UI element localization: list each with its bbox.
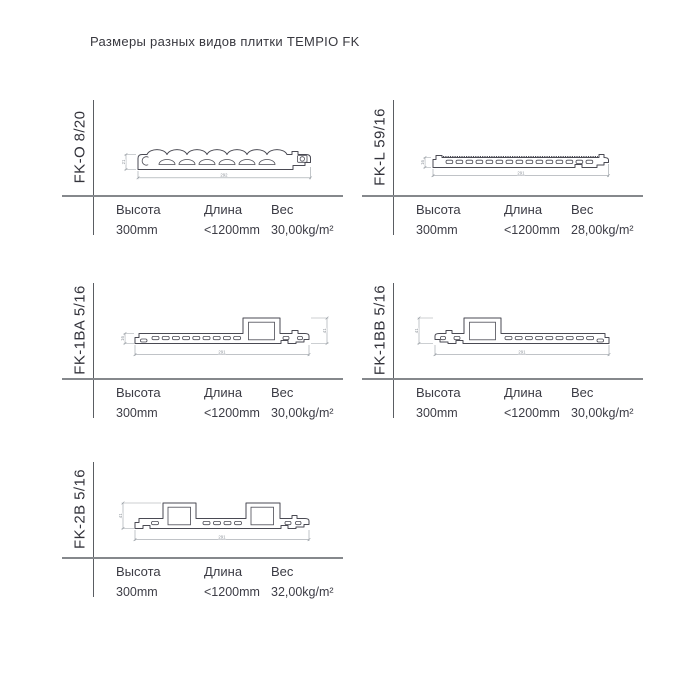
col-header-length: Длина: [204, 564, 243, 579]
col-header-height: Высота: [116, 564, 161, 579]
width-dim-label: 291: [218, 349, 226, 355]
thickness-dim-label: 21: [121, 159, 126, 165]
col-header-length: Длина: [204, 385, 243, 400]
thickness-dim-label: 41: [414, 328, 420, 334]
value-height: 300mm: [116, 223, 158, 237]
section-label: FK-1BB 5/16: [371, 284, 389, 376]
section-fk-o-8-20: [60, 95, 345, 245]
base-dim-label: 16: [120, 336, 125, 341]
col-header-length: Длина: [204, 202, 243, 217]
value-weight: 32,00kg/m²: [271, 585, 334, 599]
section-fk-1bb-5-16: [360, 278, 645, 428]
value-weight: 30,00kg/m²: [271, 223, 334, 237]
value-weight: 30,00kg/m²: [271, 406, 334, 420]
value-length: <1200mm: [504, 406, 560, 420]
section-divider: [62, 195, 343, 197]
profile-drawing-wave-icon: [95, 95, 345, 195]
width-dim-label: 291: [518, 349, 526, 355]
value-weight: 28,00kg/m²: [571, 223, 634, 237]
value-length: <1200mm: [204, 223, 260, 237]
profile-drawing-box-left-icon: [395, 278, 645, 378]
value-height: 300mm: [116, 406, 158, 420]
value-length: <1200mm: [204, 585, 260, 599]
thickness-dim-label: 41: [322, 328, 328, 334]
section-divider: [62, 557, 343, 559]
section-divider: [62, 378, 343, 380]
profile-drawing-two-boxes-icon: [95, 457, 345, 557]
col-header-length: Длина: [504, 385, 543, 400]
section-fk-l-59-16: [360, 95, 645, 245]
value-weight: 30,00kg/m²: [571, 406, 634, 420]
col-header-height: Высота: [116, 385, 161, 400]
value-length: <1200mm: [204, 406, 260, 420]
col-header-height: Высота: [416, 385, 461, 400]
value-height: 300mm: [416, 223, 458, 237]
col-header-length: Длина: [504, 202, 543, 217]
col-header-weight: Вес: [271, 385, 294, 400]
col-header-weight: Вес: [571, 385, 594, 400]
thickness-dim-label: 16: [420, 160, 425, 165]
col-header-height: Высота: [116, 202, 161, 217]
value-length: <1200mm: [504, 223, 560, 237]
width-dim-label: 292: [220, 172, 228, 178]
profile-drawing-box-right-icon: [95, 278, 345, 378]
section-divider: [362, 378, 643, 380]
section-label: FK-L 59/16: [371, 108, 389, 186]
col-header-weight: Вес: [271, 564, 294, 579]
col-header-weight: Вес: [271, 202, 294, 217]
col-header-height: Высота: [416, 202, 461, 217]
value-height: 300mm: [416, 406, 458, 420]
page-title: Размеры разных видов плитки TEMPIO FK: [90, 34, 360, 49]
section-fk-1ba-5-16: [60, 278, 345, 428]
section-label: FK-1BA 5/16: [71, 285, 89, 375]
section-divider: [362, 195, 643, 197]
section-label: FK-2B 5/16: [71, 469, 89, 549]
section-fk-2b-5-16: [60, 457, 345, 607]
width-dim-label: 291: [218, 534, 226, 540]
section-label: FK-O 8/20: [71, 110, 89, 184]
profile-drawing-serrated-icon: [395, 95, 645, 195]
width-dim-label: 291: [517, 170, 525, 176]
thickness-dim-label: 41: [118, 513, 124, 519]
value-height: 300mm: [116, 585, 158, 599]
col-header-weight: Вес: [571, 202, 594, 217]
